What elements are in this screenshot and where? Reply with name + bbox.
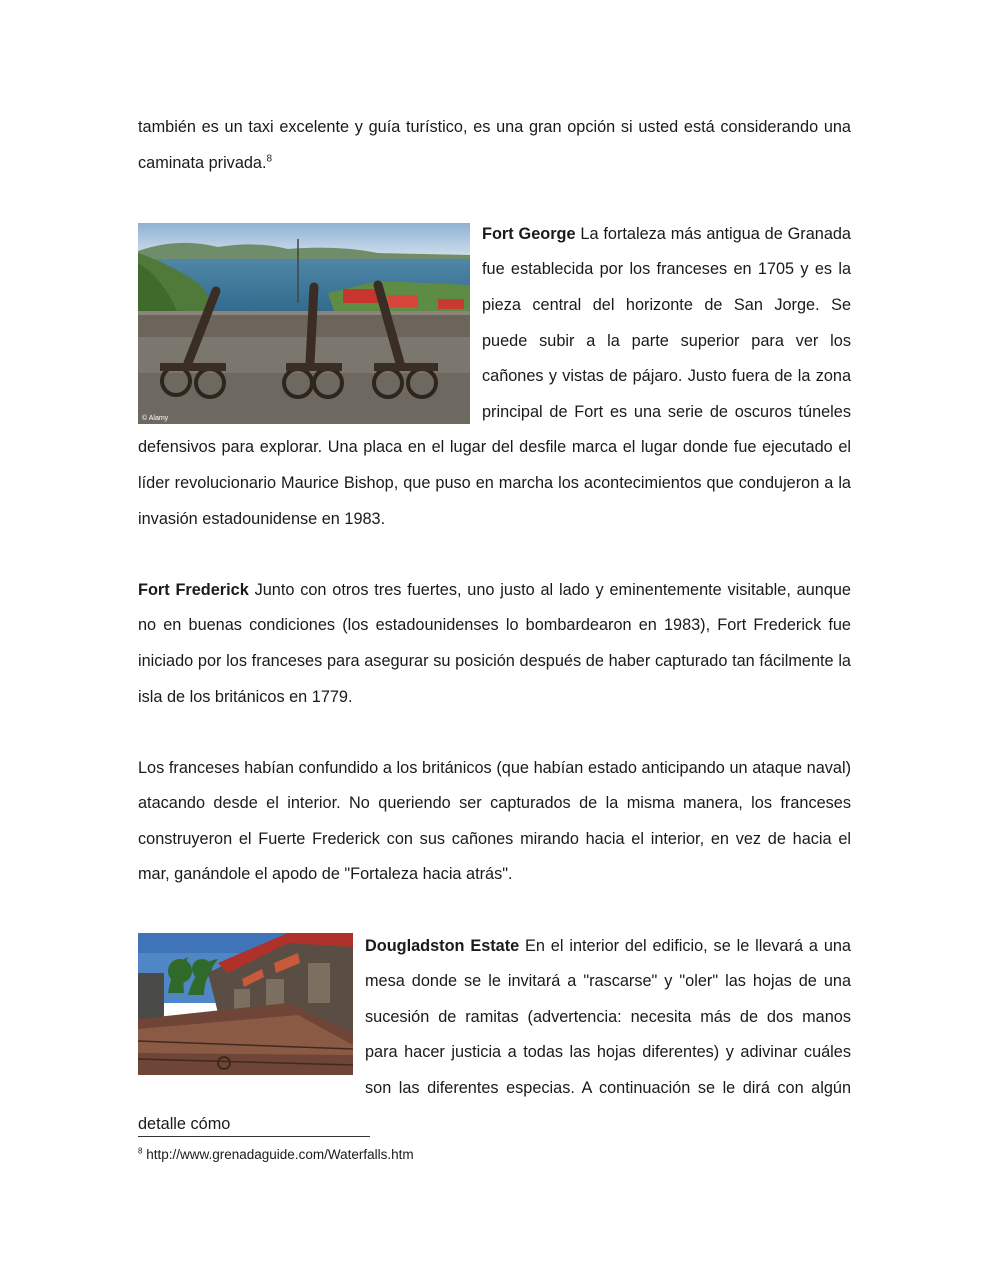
photo-watermark: © Alamy (142, 414, 169, 422)
fort-george-photo (138, 223, 470, 424)
dougladston-title: Dougladston Estate (365, 936, 520, 955)
paragraph-intro (138, 110, 851, 181)
footnote-separator (138, 1136, 370, 1137)
paragraph-dougladston (138, 929, 851, 1143)
footnote-number: 8 (138, 1146, 143, 1156)
document-body (138, 110, 851, 1142)
fort-frederick-title: Fort Frederick (138, 580, 249, 599)
paragraph-french: Los franceses habían confundido a los británicos (que habían estado anticipando un ataque naval) atacando desde el interior. No queriendo ser capturados de la misma manera, los franceses construyeron el Fuerte Frederick con sus cañones mirando hacia el interior, en vez de hacia el mar, ganándole el apodo de "Fortaleza hacia atrás". (138, 758, 851, 884)
footnote-link[interactable]: http://www.grenadaguide.com/Waterfalls.htm (146, 1147, 414, 1162)
dougladston-photo (138, 933, 353, 1075)
paragraph-fort-george (138, 217, 851, 537)
paragraph-fort-frederick (138, 573, 851, 715)
footnote (138, 1146, 414, 1164)
footnote-ref[interactable]: 8 (266, 153, 273, 165)
intro-text: también es un taxi excelente y guía turístico, es una gran opción si usted está considerando una caminata privada. (138, 118, 851, 172)
dougladston-text: En el interior del edificio, se le llevará a una mesa donde se le invitará a "rascarse" y "oler" las hojas de una sucesión de ramitas (advertencia: necesita más de dos manos para hacer justicia a todas las hojas diferentes) y adivinar cuáles son las diferentes especias. A continuación se le dirá con algún detalle cómo (138, 936, 851, 1133)
fort-frederick-text: Junto con otros tres fuertes, uno justo al lado y eminentemente visitable, aunque no en buenas condiciones (los estadounidenses lo bombardearon en 1983), Fort Frederick fue iniciado por los franceses para asegurar su posición después de haber capturado tan fácilmente la isla de los británicos en 1779. (138, 580, 851, 706)
fort-george-title: Fort George (482, 224, 576, 243)
fort-george-text: La fortaleza más antigua de Granada fue establecida por los franceses en 1705 y es la pieza central del horizonte de San Jorge. Se puede subir a la parte superior para ver los cañones y vistas de pájaro. Justo fuera de la zona principal de Fort es una serie de oscuros túneles defensivos para explorar. Una placa en el lugar del desfile marca el lugar donde fue ejecutado el líder revolucionario Maurice Bishop, que puso en marcha los acontecimientos que condujeron a la invasión estadounidense en 1983. (138, 224, 851, 528)
